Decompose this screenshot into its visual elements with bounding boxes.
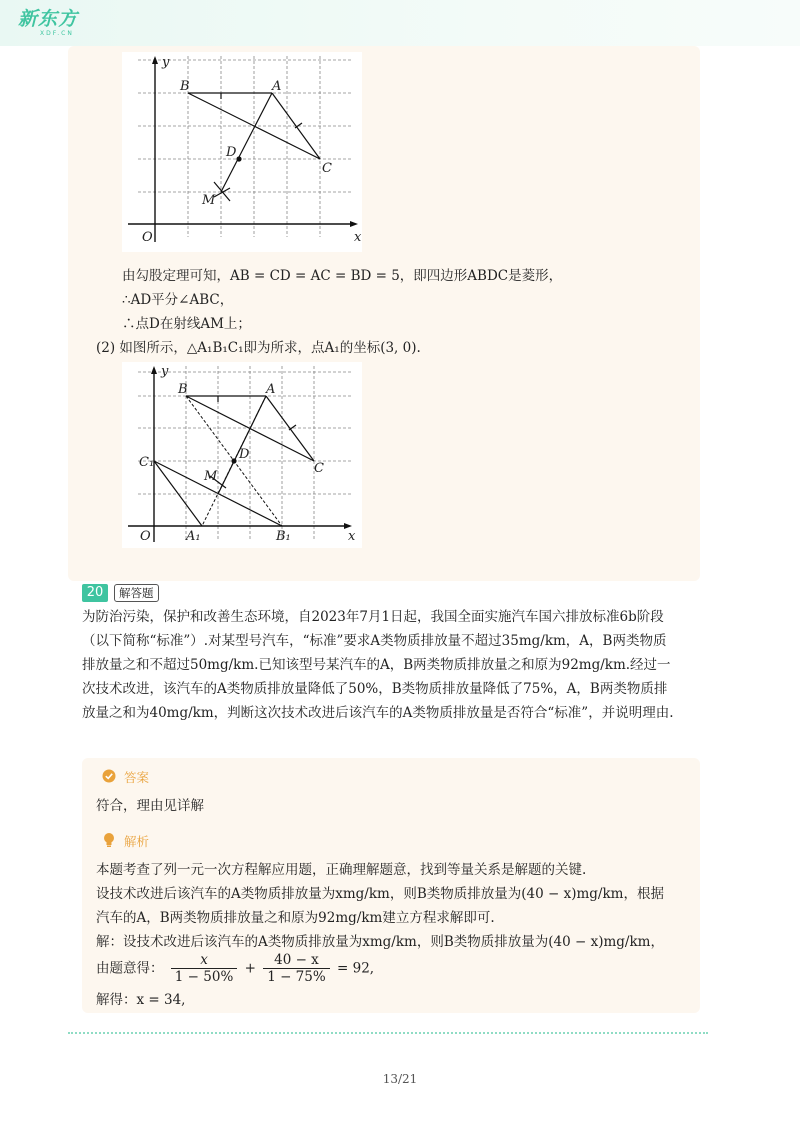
solution-line-2: ∴AD平分∠ABC， xyxy=(122,292,234,308)
equation-line xyxy=(96,952,374,985)
y-label: y xyxy=(162,55,170,70)
answer-text: 符合，理由见详解 xyxy=(96,798,204,814)
page-header xyxy=(0,0,800,46)
fraction-1-denominator: 1 − 50% xyxy=(174,969,234,985)
label-D: D xyxy=(226,145,237,160)
fraction-2-numerator: 40 − x xyxy=(263,952,330,969)
equation-rhs: = 92, xyxy=(337,960,375,977)
question-line-4: 次技术改进，该汽车的A类物质排放量降低了50%，B类物质排放量降低了75%，A，B两类物质排 xyxy=(82,681,668,697)
solution-line-3: ∴点D在射线AM上； xyxy=(122,316,251,332)
question-type-tag: 解答题 xyxy=(114,584,159,602)
equation-fraction-2 xyxy=(263,952,330,985)
label-A: A xyxy=(272,79,282,94)
logo-subtext: XDF.CN xyxy=(40,30,74,37)
check-badge-icon xyxy=(102,769,116,783)
label-B1: B₁ xyxy=(276,529,291,544)
question-line-1: 为防治污染，保护和改善生态环境，自2023年7月1日起，我国全面实施汽车国六排放标准6b阶段 xyxy=(82,609,664,625)
label-D: D xyxy=(239,447,250,462)
x-label: x xyxy=(348,529,356,544)
figure-1 xyxy=(122,52,362,256)
label-A: A xyxy=(266,382,276,397)
label-M: M xyxy=(202,193,216,208)
analysis-line-4: 解：设技术改进后该汽车的A类物质排放量为xmg/km，则B类物质排放量为(40 − x)mg/km， xyxy=(96,934,664,950)
figure-2 xyxy=(122,362,362,552)
origin-label: O xyxy=(140,529,151,544)
question-line-2: （以下简称“标准”）.对某型号汽车，“标准”要求A类物质排放量不超过35mg/km，A，B两类物质 xyxy=(82,633,667,649)
label-C: C xyxy=(314,461,324,476)
solution-line-4: (2) 如图所示，△A₁B₁C₁即为所求，点A₁的坐标(3, 0). xyxy=(96,340,421,356)
point-D xyxy=(231,458,236,463)
lightbulb-icon xyxy=(102,832,116,848)
label-C1: C₁ xyxy=(139,455,155,470)
x-label: x xyxy=(354,230,362,245)
equation-fraction-1 xyxy=(171,952,238,985)
label-B: B xyxy=(178,382,188,397)
logo-text: 新东方 xyxy=(18,8,79,30)
y-label: y xyxy=(161,364,169,379)
origin-label: O xyxy=(142,230,153,245)
label-C: C xyxy=(322,161,332,176)
label-B: B xyxy=(180,79,190,94)
result-line: 解得：x = 34, xyxy=(96,992,186,1008)
analysis-line-3: 汽车的A，B两类物质排放量之和原为92mg/km建立方程求解即可. xyxy=(96,910,495,926)
answer-title: 答案 xyxy=(124,770,150,785)
question-line-5: 放量之和为40mg/km，判断这次技术改进后该汽车的A类物质排放量是否符合“标准”，并说明理由. xyxy=(82,705,674,721)
question-line-3: 排放量之和不超过50mg/km.已知该型号某汽车的A，B两类物质排放量之和原为92mg/km.经过一 xyxy=(82,657,671,673)
fraction-1-numerator: x xyxy=(171,952,238,969)
label-M: M xyxy=(204,469,218,484)
question-number-badge: 20 xyxy=(82,584,108,602)
dotted-divider xyxy=(68,1032,708,1034)
point-D xyxy=(236,156,241,161)
page-number: 13/21 xyxy=(382,1072,418,1086)
solution-line-1: 由勾股定理可知，AB = CD = AC = BD = 5，即四边形ABDC是菱形， xyxy=(122,268,563,284)
analysis-line-1: 本题考查了列一元一次方程解应用题，正确理解题意，找到等量关系是解题的关键. xyxy=(96,862,587,878)
analysis-title: 解析 xyxy=(124,834,150,849)
logo xyxy=(18,8,78,37)
analysis-line-2: 设技术改进后该汽车的A类物质排放量为xmg/km，则B类物质排放量为(40 − x)mg/km，根据 xyxy=(96,886,664,902)
fraction-2-denominator: 1 − 75% xyxy=(267,969,326,985)
equation-plus: + xyxy=(244,960,256,977)
equation-prefix: 由题意得： xyxy=(96,960,164,977)
label-A1: A₁ xyxy=(186,529,201,544)
